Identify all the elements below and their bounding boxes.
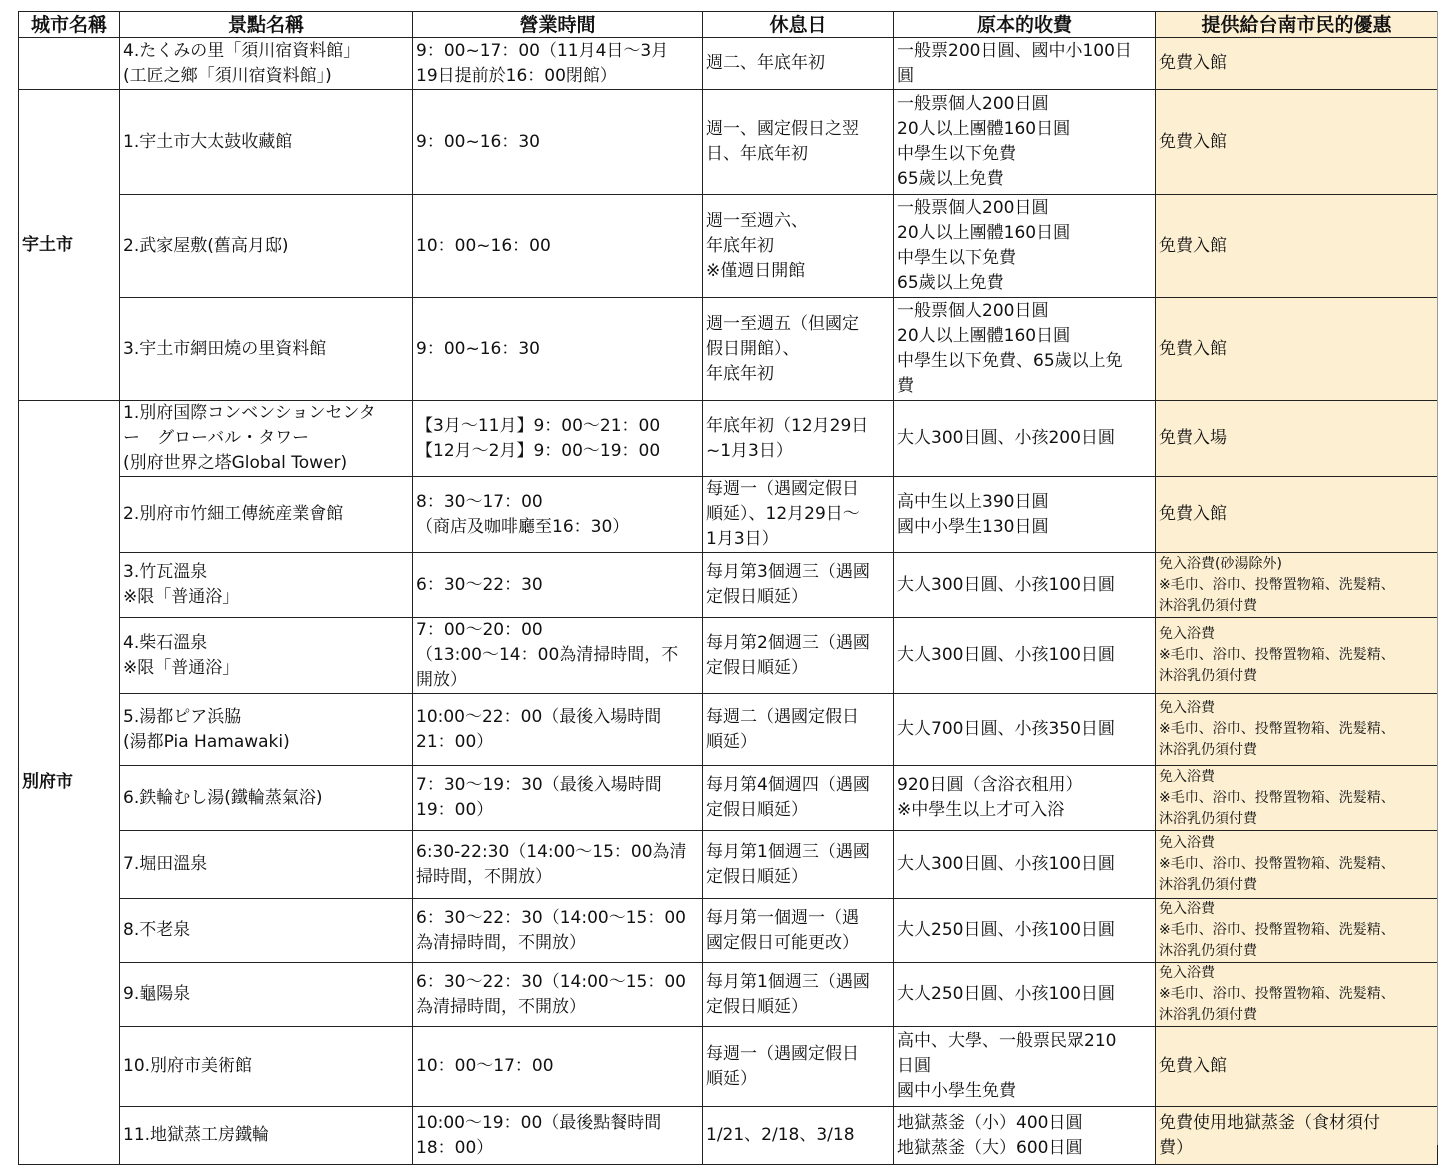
opening-hours-cell-line: 【3月～11月】9：00～21：00 xyxy=(416,415,661,436)
table-body xyxy=(19,38,1438,1165)
tainan-benefit-cell xyxy=(1156,477,1438,553)
closed-days-cell-line: 順延）、12月29日～ xyxy=(706,504,860,524)
original-fee-cell xyxy=(894,195,1156,298)
attraction-name-cell-line: 10.別府市美術館 xyxy=(123,1056,253,1076)
attraction-name-cell xyxy=(120,477,413,553)
tainan-benefit-cell xyxy=(1156,618,1438,694)
closed-days-cell xyxy=(703,195,894,298)
table-row xyxy=(19,298,1438,401)
closed-days-cell-line: 每週一（遇國定假日 xyxy=(706,479,859,499)
table-row xyxy=(19,694,1438,766)
closed-days-cell-line: 每月第一個週一（遇 xyxy=(706,907,859,928)
opening-hours-cell-line: 6：30～22：30（14:00～15：00 xyxy=(416,971,686,992)
attraction-name-cell-line: ー グローバル・タワー xyxy=(123,428,310,448)
closed-days-cell xyxy=(703,90,894,195)
closed-days-cell-line: 年底年初（12月29日 xyxy=(706,415,869,436)
tainan-benefit-cell-line: ※毛巾、浴巾、投幣置物箱、洗髮精、 xyxy=(1159,576,1395,593)
table-row xyxy=(19,553,1438,618)
tainan-benefit-cell-line: 免入浴費 xyxy=(1159,768,1215,785)
original-fee-cell-line: 大人300日圓、小孩100日圓 xyxy=(897,574,1115,595)
table-row xyxy=(19,963,1438,1027)
attraction-name-cell-line: 4.柴石溫泉 xyxy=(123,632,208,653)
tainan-benefit-cell-line: 沐浴乳仍須付費 xyxy=(1159,668,1257,684)
tainan-benefit-cell-line: ※毛巾、浴巾、投幣置物箱、洗髮精、 xyxy=(1159,856,1395,872)
opening-hours-cell-line: 9：00~16：30 xyxy=(416,338,540,359)
closed-days-cell-line: 1月3日） xyxy=(706,529,779,549)
tainan-benefit-cell-line: 沐浴乳仍須付費 xyxy=(1159,1007,1257,1023)
tainan-benefit-cell-line: ※毛巾、浴巾、投幣置物箱、洗髮精、 xyxy=(1159,986,1395,1002)
closed-days-cell xyxy=(703,694,894,766)
attraction-name-cell-line: 2.武家屋敷(舊高月邸) xyxy=(123,235,289,256)
original-fee-cell-line: 20人以上團體160日圓 xyxy=(897,223,1071,243)
original-fee-cell xyxy=(894,766,1156,831)
tainan-benefit-cell-line: 免費入館 xyxy=(1159,338,1227,359)
table-row xyxy=(19,1107,1438,1165)
closed-days-cell xyxy=(703,766,894,831)
original-fee-cell-line: 大人300日圓、小孩200日圓 xyxy=(897,428,1115,448)
header-hours: 營業時間 xyxy=(413,12,703,38)
original-fee-cell xyxy=(894,899,1156,963)
closed-days-cell xyxy=(703,831,894,899)
closed-days-cell xyxy=(703,963,894,1027)
opening-hours-cell-line: 10：00~16：00 xyxy=(416,235,551,256)
original-fee-cell xyxy=(894,553,1156,618)
opening-hours-cell-line: 10:00～22：00（最後入場時間 xyxy=(416,706,662,727)
attraction-name-cell-line: (湯都Pia Hamawaki) xyxy=(123,731,290,752)
closed-days-cell-line: 定假日順延） xyxy=(706,866,808,887)
opening-hours-cell-line: 為清掃時間，不開放） xyxy=(416,932,586,953)
original-fee-cell-line: 65歲以上免費 xyxy=(897,273,1004,293)
header-tainan-benefit: 提供給台南市民的優惠 xyxy=(1156,12,1438,38)
attraction-name-cell xyxy=(120,899,413,963)
attraction-name-cell-line: (別府世界之塔Global Tower) xyxy=(123,453,348,473)
tainan-benefit-cell-line: 免費入館 xyxy=(1159,235,1227,256)
opening-hours-cell-line: （13:00～14：00為清掃時間，不 xyxy=(416,645,679,665)
opening-hours-cell-line: 10：00～17：00 xyxy=(416,1056,554,1076)
opening-hours-cell xyxy=(413,553,703,618)
tainan-benefit-cell-line: 免入浴費 xyxy=(1159,901,1215,917)
tainan-benefit-cell-line: 免費入館 xyxy=(1159,1056,1227,1076)
original-fee-cell-line: 中學生以下免費 xyxy=(897,248,1016,268)
table-row xyxy=(19,899,1438,963)
opening-hours-cell xyxy=(413,38,703,90)
original-fee-cell-line: 大人250日圓、小孩100日圓 xyxy=(897,920,1115,940)
opening-hours-cell-line: 開放） xyxy=(416,670,467,690)
table-row xyxy=(19,766,1438,831)
opening-hours-cell-line: 7：00～20：00 xyxy=(416,620,543,640)
closed-days-cell-line: 每月第1個週三（遇國 xyxy=(706,971,870,992)
opening-hours-cell-line: 6：30～22：30 xyxy=(416,574,543,595)
attraction-name-cell-line: 4.たくみの里「須川宿資料館」 xyxy=(123,40,361,61)
closed-days-cell xyxy=(703,553,894,618)
attraction-name-cell-line: 11.地獄蒸工房鐵輪 xyxy=(123,1125,270,1145)
attraction-name-cell xyxy=(120,766,413,831)
original-fee-cell-line: 一般票個人200日圓 xyxy=(897,301,1049,321)
tainan-benefit-cell xyxy=(1156,553,1438,618)
original-fee-cell-line: 中學生以下免費 xyxy=(897,144,1016,164)
original-fee-cell-line: 費 xyxy=(897,376,914,396)
closed-days-cell-line: 日、年底年初 xyxy=(706,144,808,164)
original-fee-cell-line: ※中學生以上才可入浴 xyxy=(897,800,1065,820)
tainan-benefit-cell xyxy=(1156,401,1438,477)
opening-hours-cell xyxy=(413,1027,703,1107)
opening-hours-cell xyxy=(413,766,703,831)
opening-hours-cell-line: 9：00~17：00（11月4日～3月 xyxy=(416,40,669,61)
attraction-name-cell-line: 8.不老泉 xyxy=(123,920,191,940)
tainan-benefit-cell-line: 免費入館 xyxy=(1159,131,1227,152)
attraction-name-cell-line: 1.宇土市大太鼓收藏館 xyxy=(123,131,293,152)
tainan-benefit-cell-line: 免費使用地獄蒸釜（食材須付 xyxy=(1159,1112,1380,1133)
city-name-cell xyxy=(19,38,120,90)
table-row xyxy=(19,831,1438,899)
opening-hours-cell-line: 10:00～19：00（最後點餐時間 xyxy=(416,1112,662,1133)
original-fee-cell xyxy=(894,38,1156,90)
tainan-benefit-cell xyxy=(1156,195,1438,298)
opening-hours-cell xyxy=(413,477,703,553)
attraction-name-cell xyxy=(120,401,413,477)
tainan-benefit-cell xyxy=(1156,1027,1438,1107)
original-fee-cell-line: 圓 xyxy=(897,65,914,86)
opening-hours-cell-line: 9：00~16：30 xyxy=(416,131,540,152)
attraction-name-cell-line: ※限「普通浴」 xyxy=(123,587,240,607)
tainan-benefit-cell xyxy=(1156,90,1438,195)
tainan-benefit-cell-line: 免入浴費(砂湯除外) xyxy=(1159,555,1282,572)
opening-hours-cell-line: 19日提前於16：00閉館） xyxy=(416,65,617,86)
original-fee-cell xyxy=(894,618,1156,694)
original-fee-cell xyxy=(894,401,1156,477)
opening-hours-cell xyxy=(413,618,703,694)
opening-hours-cell xyxy=(413,899,703,963)
header-city: 城市名稱 xyxy=(19,12,120,38)
attraction-name-cell xyxy=(120,298,413,401)
tainan-benefit-cell-line: 沐浴乳仍須付費 xyxy=(1159,597,1257,614)
original-fee-cell xyxy=(894,963,1156,1027)
closed-days-cell-line: 國定假日可能更改） xyxy=(706,932,859,953)
opening-hours-cell xyxy=(413,1107,703,1165)
tainan-benefit-cell-line: ※毛巾、浴巾、投幣置物箱、洗髮精、 xyxy=(1159,647,1395,663)
closed-days-cell-line: 每月第1個週三（遇國 xyxy=(706,841,870,862)
document-page xyxy=(18,11,1438,1165)
tainan-benefit-cell xyxy=(1156,831,1438,899)
original-fee-cell-line: 地獄蒸釜（小）400日圓 xyxy=(897,1112,1083,1133)
opening-hours-cell xyxy=(413,401,703,477)
original-fee-cell xyxy=(894,1027,1156,1107)
closed-days-cell xyxy=(703,401,894,477)
attraction-name-cell xyxy=(120,90,413,195)
original-fee-cell-line: 高中生以上390日圓 xyxy=(897,491,1049,512)
tainan-benefit-cell xyxy=(1156,963,1438,1027)
opening-hours-cell-line: 21：00） xyxy=(416,731,494,752)
tainan-benefit-cell xyxy=(1156,1107,1438,1165)
table-row xyxy=(19,195,1438,298)
opening-hours-cell-line: 7：30～19：30（最後入場時間 xyxy=(416,775,662,795)
attraction-name-cell-line: 3.竹瓦溫泉 xyxy=(123,562,208,582)
original-fee-cell-line: 大人300日圓、小孩100日圓 xyxy=(897,645,1115,665)
tainan-benefit-cell-line: ※毛巾、浴巾、投幣置物箱、洗髮精、 xyxy=(1159,721,1395,737)
attraction-name-cell-line: 3.宇土市網田燒の里資料館 xyxy=(123,338,327,359)
tainan-benefit-cell-line: 費） xyxy=(1159,1137,1193,1158)
attraction-name-cell-line: 5.湯都ピア浜脇 xyxy=(123,706,242,727)
tainan-benefit-cell-line: 沐浴乳仍須付費 xyxy=(1159,943,1257,959)
original-fee-cell xyxy=(894,298,1156,401)
tainan-benefit-cell-line: ※毛巾、浴巾、投幣置物箱、洗髮精、 xyxy=(1159,789,1395,806)
tainan-benefit-cell xyxy=(1156,766,1438,831)
original-fee-cell-line: 高中、大學、一般票民眾210 xyxy=(897,1031,1117,1051)
table-header-row xyxy=(19,12,1438,38)
tainan-benefit-cell-line: ※毛巾、浴巾、投幣置物箱、洗髮精、 xyxy=(1159,922,1395,938)
original-fee-cell xyxy=(894,90,1156,195)
attraction-name-cell xyxy=(120,694,413,766)
closed-days-cell-line: 定假日順延） xyxy=(706,587,808,607)
tainan-benefit-cell-line: 沐浴乳仍須付費 xyxy=(1159,877,1257,893)
tainan-benefit-cell-line: 免入浴費 xyxy=(1159,965,1215,981)
original-fee-cell-line: 國中小學生免費 xyxy=(897,1081,1016,1101)
opening-hours-cell xyxy=(413,90,703,195)
attraction-name-cell-line: 9.龜陽泉 xyxy=(123,984,191,1004)
tainan-benefit-cell-line: 免費入場 xyxy=(1159,428,1227,448)
closed-days-cell-line: 週二、年底年初 xyxy=(706,53,825,73)
opening-hours-cell xyxy=(413,694,703,766)
closed-days-cell-line: 每月第3個週三（遇國 xyxy=(706,562,870,582)
original-fee-cell-line: 一般票個人200日圓 xyxy=(897,198,1049,218)
original-fee-cell-line: 地獄蒸釜（大）600日圓 xyxy=(897,1137,1083,1158)
opening-hours-cell-line: 【12月～2月】9：00～19：00 xyxy=(416,440,661,461)
opening-hours-cell-line: 19：00） xyxy=(416,800,494,820)
table-row xyxy=(19,1027,1438,1107)
attraction-name-cell xyxy=(120,1107,413,1165)
table-row xyxy=(19,477,1438,553)
opening-hours-cell-line: 為清掃時間，不開放） xyxy=(416,996,586,1017)
city-name-cell: 宇土市 xyxy=(19,90,120,401)
opening-hours-cell xyxy=(413,831,703,899)
attraction-name-cell xyxy=(120,963,413,1027)
closed-days-cell-line: 順延） xyxy=(706,731,757,752)
closed-days-cell xyxy=(703,899,894,963)
table-row xyxy=(19,618,1438,694)
closed-days-cell-line: 1/21、2/18、3/18 xyxy=(706,1125,855,1145)
opening-hours-cell xyxy=(413,298,703,401)
tainan-benefit-cell-line: 免入浴費 xyxy=(1159,700,1215,716)
city-name-cell: 別府市 xyxy=(19,401,120,1165)
original-fee-cell xyxy=(894,831,1156,899)
opening-hours-cell-line: 18：00） xyxy=(416,1137,494,1158)
closed-days-cell xyxy=(703,38,894,90)
tainan-benefit-cell-line: 沐浴乳仍須付費 xyxy=(1159,810,1257,827)
attraction-name-cell-line: 1.別府国際コンベンションセンタ xyxy=(123,403,376,423)
original-fee-cell-line: 大人250日圓、小孩100日圓 xyxy=(897,984,1115,1004)
closed-days-cell xyxy=(703,477,894,553)
closed-days-cell-line: 每週一（遇國定假日 xyxy=(706,1043,859,1064)
opening-hours-cell-line: 8：30～17：00 xyxy=(416,491,543,512)
opening-hours-cell xyxy=(413,195,703,298)
original-fee-cell-line: 一般票200日圓、國中小100日 xyxy=(897,40,1132,61)
closed-days-cell-line: 假日開館）、 xyxy=(706,338,800,359)
opening-hours-cell-line: 6:30-22:30（14:00～15：00為清 xyxy=(416,841,687,862)
header-attraction: 景點名稱 xyxy=(120,12,413,38)
original-fee-cell-line: 20人以上團體160日圓 xyxy=(897,119,1071,139)
attraction-name-cell xyxy=(120,195,413,298)
closed-days-cell xyxy=(703,1027,894,1107)
original-fee-cell-line: 大人700日圓、小孩350日圓 xyxy=(897,719,1115,739)
attraction-name-cell xyxy=(120,618,413,694)
attraction-name-cell xyxy=(120,553,413,618)
original-fee-cell-line: 920日圓（含浴衣租用） xyxy=(897,775,1083,795)
closed-days-cell-line: 週一至週五（但國定 xyxy=(706,313,859,334)
opening-hours-cell-line: 6：30～22：30（14:00～15：00 xyxy=(416,907,686,928)
closed-days-cell xyxy=(703,618,894,694)
original-fee-cell xyxy=(894,694,1156,766)
table-row xyxy=(19,38,1438,90)
closed-days-cell-line: 每月第2個週三（遇國 xyxy=(706,632,870,653)
table-row xyxy=(19,401,1438,477)
attractions-table xyxy=(18,11,1438,1165)
opening-hours-cell xyxy=(413,963,703,1027)
attraction-name-cell-line: 7.堀田溫泉 xyxy=(123,854,208,874)
closed-days-cell-line: ※僅週日開館 xyxy=(706,260,806,281)
header-closed-days: 休息日 xyxy=(703,12,894,38)
closed-days-cell-line: 年底年初 xyxy=(706,235,774,256)
attraction-name-cell-line: 2.別府市竹細工傳統産業會館 xyxy=(123,504,344,524)
original-fee-cell-line: 日圓 xyxy=(897,1056,931,1076)
closed-days-cell-line: ~1月3日） xyxy=(706,440,793,461)
attraction-name-cell xyxy=(120,1027,413,1107)
original-fee-cell-line: 中學生以下免費、65歲以上免 xyxy=(897,351,1123,371)
tainan-benefit-cell xyxy=(1156,298,1438,401)
closed-days-cell xyxy=(703,298,894,401)
closed-days-cell-line: 定假日順延） xyxy=(706,657,808,678)
original-fee-cell-line: 65歲以上免費 xyxy=(897,169,1004,189)
closed-days-cell-line: 順延） xyxy=(706,1068,757,1089)
tainan-benefit-cell xyxy=(1156,694,1438,766)
tainan-benefit-cell-line: 沐浴乳仍須付費 xyxy=(1159,742,1257,758)
closed-days-cell-line: 定假日順延） xyxy=(706,800,808,820)
original-fee-cell-line: 20人以上團體160日圓 xyxy=(897,326,1071,346)
original-fee-cell-line: 一般票個人200日圓 xyxy=(897,94,1049,114)
tainan-benefit-cell xyxy=(1156,899,1438,963)
tainan-benefit-cell-line: 免入浴費 xyxy=(1159,835,1215,851)
header-original-fee: 原本的收費 xyxy=(894,12,1156,38)
attraction-name-cell-line: (工匠之鄉「須川宿資料館」) xyxy=(123,65,332,86)
tainan-benefit-cell-line: 免費入館 xyxy=(1159,504,1227,524)
opening-hours-cell-line: （商店及咖啡廳至16：30） xyxy=(416,516,630,537)
closed-days-cell-line: 定假日順延） xyxy=(706,996,808,1017)
tainan-benefit-cell-line: 免入浴費 xyxy=(1159,626,1215,642)
original-fee-cell xyxy=(894,1107,1156,1165)
original-fee-cell-line: 大人300日圓、小孩100日圓 xyxy=(897,854,1115,874)
opening-hours-cell-line: 掃時間，不開放） xyxy=(416,866,552,887)
attraction-name-cell xyxy=(120,38,413,90)
closed-days-cell-line: 週一至週六、 xyxy=(706,210,808,231)
attraction-name-cell-line: ※限「普通浴」 xyxy=(123,657,240,678)
original-fee-cell-line: 國中小學生130日圓 xyxy=(897,516,1049,537)
original-fee-cell xyxy=(894,477,1156,553)
closed-days-cell-line: 每月第4個週四（遇國 xyxy=(706,775,870,795)
closed-days-cell-line: 週一、國定假日之翌 xyxy=(706,119,859,139)
table-row xyxy=(19,90,1438,195)
closed-days-cell-line: 年底年初 xyxy=(706,363,774,384)
attraction-name-cell-line: 6.鉄輪むし湯(鐵輪蒸氣浴) xyxy=(123,787,323,808)
closed-days-cell-line: 每週二（遇國定假日 xyxy=(706,706,859,727)
closed-days-cell xyxy=(703,1107,894,1165)
tainan-benefit-cell xyxy=(1156,38,1438,90)
tainan-benefit-cell-line: 免費入館 xyxy=(1159,53,1227,73)
attraction-name-cell xyxy=(120,831,413,899)
